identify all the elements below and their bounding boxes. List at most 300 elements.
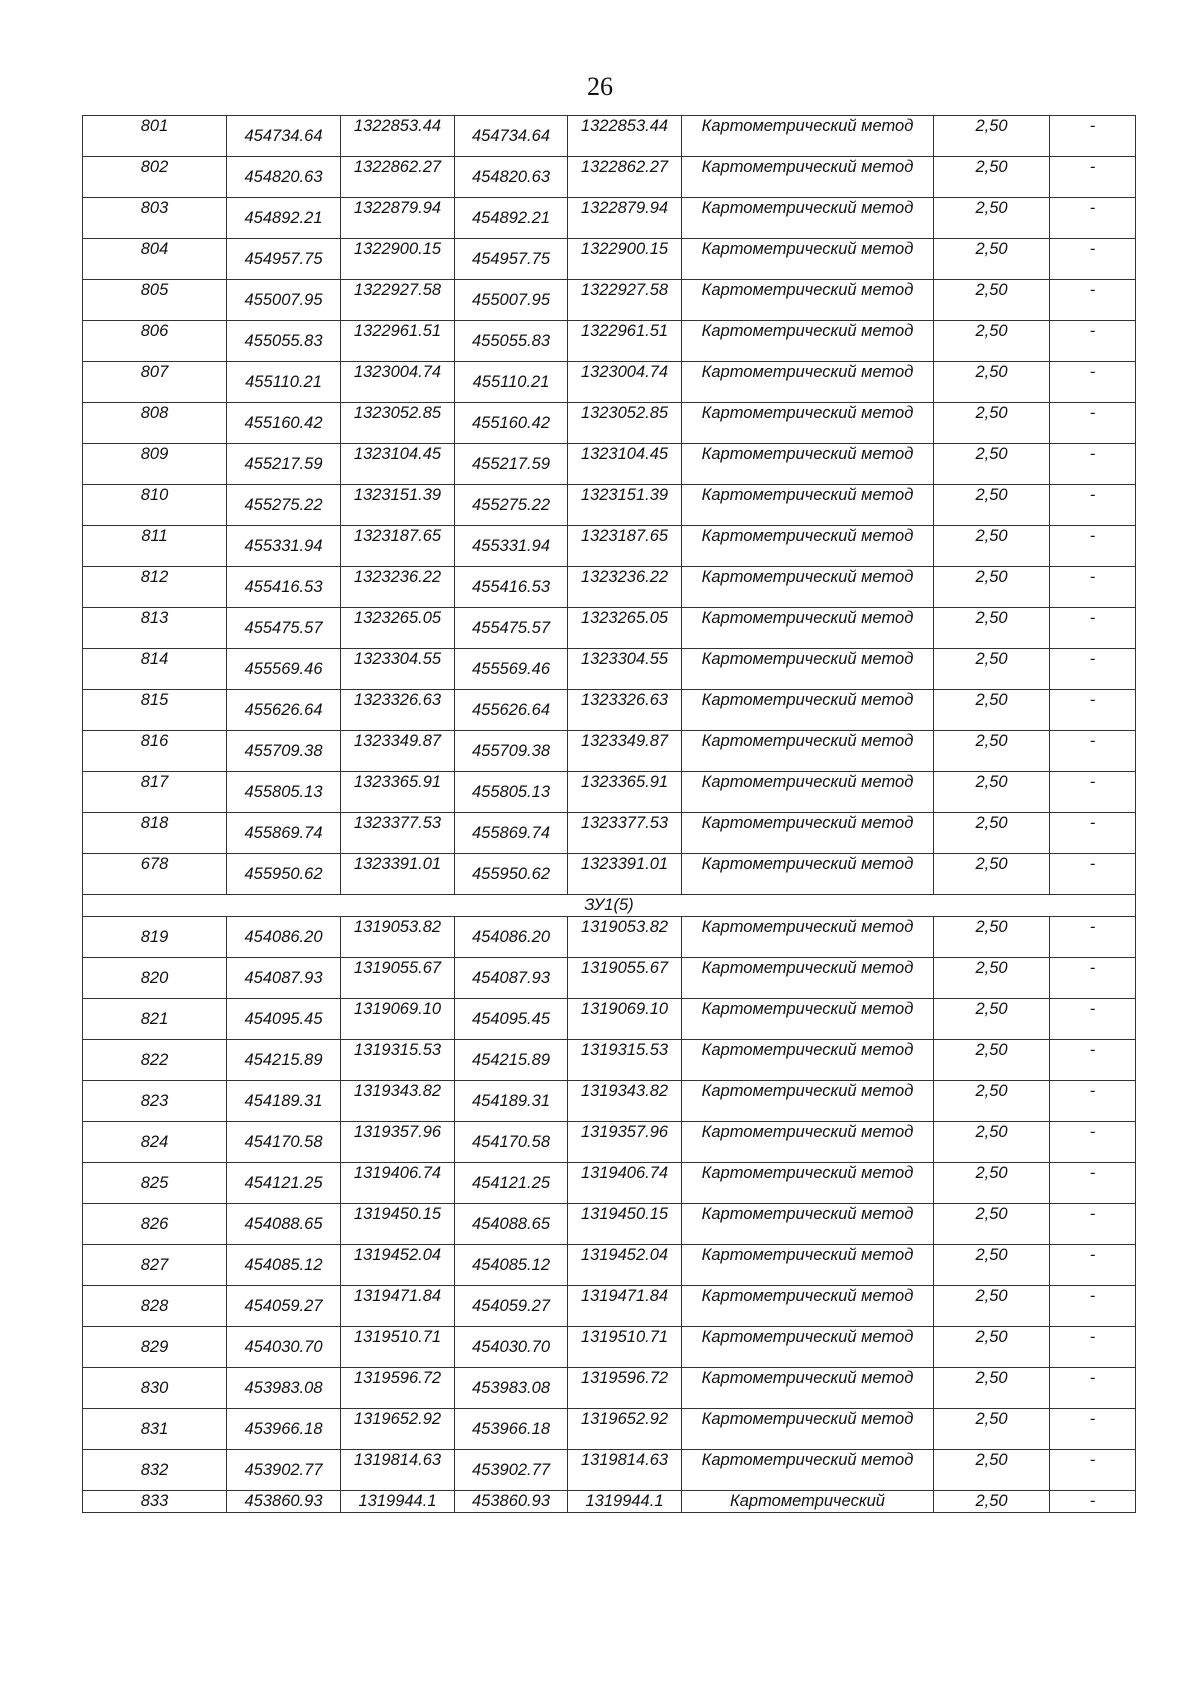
accuracy-cell: 2,50 — [934, 854, 1050, 895]
method-cell: Картометрический метод — [682, 999, 934, 1040]
dash-cell: - — [1050, 403, 1136, 444]
dash-cell: - — [1050, 917, 1136, 958]
y-coordinate: 1323304.55 — [341, 649, 455, 690]
x-coordinate-new: 453983.08 — [455, 1368, 568, 1409]
accuracy-cell: 2,50 — [934, 1368, 1050, 1409]
x-coordinate-new: 455110.21 — [455, 362, 568, 403]
y-coordinate-new: 1323265.05 — [568, 608, 682, 649]
accuracy-cell: 2,50 — [934, 690, 1050, 731]
point-number: 819 — [83, 917, 227, 958]
accuracy-cell: 2,50 — [934, 731, 1050, 772]
accuracy-cell: 2,50 — [934, 567, 1050, 608]
point-number: 804 — [83, 239, 227, 280]
x-coordinate: 453983.08 — [227, 1368, 341, 1409]
accuracy-cell: 2,50 — [934, 999, 1050, 1040]
table-row — [83, 198, 1136, 239]
y-coordinate-new: 1319652.92 — [568, 1409, 682, 1450]
point-number: 821 — [83, 999, 227, 1040]
y-coordinate: 1323236.22 — [341, 567, 455, 608]
accuracy-cell: 2,50 — [934, 403, 1050, 444]
dash-cell: - — [1050, 1450, 1136, 1491]
accuracy-cell: 2,50 — [934, 958, 1050, 999]
x-coordinate: 454957.75 — [227, 239, 341, 280]
table-row — [83, 917, 1136, 958]
point-number: 832 — [83, 1450, 227, 1491]
accuracy-cell: 2,50 — [934, 1286, 1050, 1327]
method-cell: Картометрический метод — [682, 485, 934, 526]
accuracy-cell: 2,50 — [934, 1409, 1050, 1450]
dash-cell: - — [1050, 157, 1136, 198]
table-row — [83, 444, 1136, 485]
dash-cell: - — [1050, 690, 1136, 731]
y-coordinate: 1319510.71 — [341, 1327, 455, 1368]
table-row — [83, 321, 1136, 362]
accuracy-cell: 2,50 — [934, 1491, 1050, 1513]
x-coordinate: 455217.59 — [227, 444, 341, 485]
dash-cell: - — [1050, 854, 1136, 895]
x-coordinate: 455160.42 — [227, 403, 341, 444]
y-coordinate-new: 1319471.84 — [568, 1286, 682, 1327]
method-cell: Картометрический метод — [682, 157, 934, 198]
table-row — [83, 362, 1136, 403]
method-cell: Картометрический метод — [682, 1204, 934, 1245]
method-cell: Картометрический метод — [682, 1245, 934, 1286]
section-title: ЗУ1(5) — [83, 895, 1136, 917]
y-coordinate-new: 1319053.82 — [568, 917, 682, 958]
method-cell: Картометрический метод — [682, 362, 934, 403]
method-cell: Картометрический метод — [682, 321, 934, 362]
x-coordinate: 455805.13 — [227, 772, 341, 813]
point-number: 825 — [83, 1163, 227, 1204]
x-coordinate: 455275.22 — [227, 485, 341, 526]
point-number: 816 — [83, 731, 227, 772]
point-number: 813 — [83, 608, 227, 649]
y-coordinate: 1322862.27 — [341, 157, 455, 198]
x-coordinate-new: 455416.53 — [455, 567, 568, 608]
table-row — [83, 999, 1136, 1040]
x-coordinate-new: 455275.22 — [455, 485, 568, 526]
x-coordinate-new: 455475.57 — [455, 608, 568, 649]
y-coordinate-new: 1323391.01 — [568, 854, 682, 895]
x-coordinate-new: 454820.63 — [455, 157, 568, 198]
y-coordinate-new: 1319944.1 — [568, 1491, 682, 1513]
accuracy-cell: 2,50 — [934, 362, 1050, 403]
method-cell: Картометрический метод — [682, 1368, 934, 1409]
method-cell: Картометрический метод — [682, 958, 934, 999]
point-number: 815 — [83, 690, 227, 731]
point-number: 678 — [83, 854, 227, 895]
method-cell: Картометрический метод — [682, 403, 934, 444]
x-coordinate-new: 455709.38 — [455, 731, 568, 772]
dash-cell: - — [1050, 1163, 1136, 1204]
y-coordinate: 1319814.63 — [341, 1450, 455, 1491]
method-cell: Картометрический метод — [682, 772, 934, 813]
point-number: 803 — [83, 198, 227, 239]
y-coordinate: 1319944.1 — [341, 1491, 455, 1513]
point-number: 807 — [83, 362, 227, 403]
y-coordinate: 1323187.65 — [341, 526, 455, 567]
y-coordinate: 1322879.94 — [341, 198, 455, 239]
y-coordinate: 1319406.74 — [341, 1163, 455, 1204]
point-number: 830 — [83, 1368, 227, 1409]
y-coordinate-new: 1323236.22 — [568, 567, 682, 608]
y-coordinate-new: 1319406.74 — [568, 1163, 682, 1204]
dash-cell: - — [1050, 567, 1136, 608]
method-cell: Картометрический метод — [682, 239, 934, 280]
y-coordinate: 1323265.05 — [341, 608, 455, 649]
table-row — [83, 731, 1136, 772]
x-coordinate-new: 454189.31 — [455, 1081, 568, 1122]
point-number: 831 — [83, 1409, 227, 1450]
y-coordinate: 1319053.82 — [341, 917, 455, 958]
x-coordinate: 455055.83 — [227, 321, 341, 362]
x-coordinate-new: 453902.77 — [455, 1450, 568, 1491]
x-coordinate-new: 454892.21 — [455, 198, 568, 239]
dash-cell: - — [1050, 813, 1136, 854]
y-coordinate-new: 1322900.15 — [568, 239, 682, 280]
x-coordinate: 455110.21 — [227, 362, 341, 403]
method-cell: Картометрический — [682, 1491, 934, 1513]
y-coordinate-new: 1319069.10 — [568, 999, 682, 1040]
table-row — [83, 608, 1136, 649]
y-coordinate-new: 1323304.55 — [568, 649, 682, 690]
dash-cell: - — [1050, 1040, 1136, 1081]
dash-cell: - — [1050, 198, 1136, 239]
y-coordinate: 1319452.04 — [341, 1245, 455, 1286]
x-coordinate: 453902.77 — [227, 1450, 341, 1491]
accuracy-cell: 2,50 — [934, 526, 1050, 567]
table-row — [83, 1368, 1136, 1409]
x-coordinate: 454734.64 — [227, 116, 341, 157]
point-number: 833 — [83, 1491, 227, 1513]
y-coordinate-new: 1322927.58 — [568, 280, 682, 321]
accuracy-cell: 2,50 — [934, 444, 1050, 485]
accuracy-cell: 2,50 — [934, 649, 1050, 690]
page-number: 26 — [587, 72, 613, 101]
y-coordinate-new: 1319452.04 — [568, 1245, 682, 1286]
dash-cell: - — [1050, 1286, 1136, 1327]
x-coordinate: 454095.45 — [227, 999, 341, 1040]
table-row — [83, 526, 1136, 567]
x-coordinate-new: 455055.83 — [455, 321, 568, 362]
x-coordinate: 454189.31 — [227, 1081, 341, 1122]
method-cell: Картометрический метод — [682, 608, 934, 649]
y-coordinate: 1319315.53 — [341, 1040, 455, 1081]
point-number: 827 — [83, 1245, 227, 1286]
dash-cell: - — [1050, 280, 1136, 321]
accuracy-cell: 2,50 — [934, 280, 1050, 321]
method-cell: Картометрический метод — [682, 813, 934, 854]
dash-cell: - — [1050, 362, 1136, 403]
x-coordinate-new: 454095.45 — [455, 999, 568, 1040]
point-number: 801 — [83, 116, 227, 157]
table-row — [83, 1409, 1136, 1450]
y-coordinate-new: 1323349.87 — [568, 731, 682, 772]
table-row — [83, 485, 1136, 526]
y-coordinate: 1323104.45 — [341, 444, 455, 485]
x-coordinate: 455475.57 — [227, 608, 341, 649]
dash-cell: - — [1050, 1368, 1136, 1409]
y-coordinate-new: 1323365.91 — [568, 772, 682, 813]
table-row — [83, 1491, 1136, 1513]
table-row — [83, 1081, 1136, 1122]
accuracy-cell: 2,50 — [934, 1204, 1050, 1245]
x-coordinate-new: 454059.27 — [455, 1286, 568, 1327]
x-coordinate-new: 453860.93 — [455, 1491, 568, 1513]
accuracy-cell: 2,50 — [934, 198, 1050, 239]
x-coordinate: 455709.38 — [227, 731, 341, 772]
accuracy-cell: 2,50 — [934, 1327, 1050, 1368]
x-coordinate: 455569.46 — [227, 649, 341, 690]
table-row — [83, 1327, 1136, 1368]
dash-cell: - — [1050, 1327, 1136, 1368]
method-cell: Картометрический метод — [682, 690, 934, 731]
table-row — [83, 649, 1136, 690]
table-row — [83, 403, 1136, 444]
dash-cell: - — [1050, 1204, 1136, 1245]
x-coordinate-new: 454030.70 — [455, 1327, 568, 1368]
method-cell: Картометрический метод — [682, 198, 934, 239]
method-cell: Картометрический метод — [682, 1409, 934, 1450]
table-row — [83, 157, 1136, 198]
point-number: 820 — [83, 958, 227, 999]
y-coordinate: 1319069.10 — [341, 999, 455, 1040]
y-coordinate: 1322853.44 — [341, 116, 455, 157]
y-coordinate: 1319055.67 — [341, 958, 455, 999]
method-cell: Картометрический метод — [682, 1040, 934, 1081]
dash-cell: - — [1050, 999, 1136, 1040]
x-coordinate-new: 454087.93 — [455, 958, 568, 999]
method-cell: Картометрический метод — [682, 1327, 934, 1368]
table-row — [83, 854, 1136, 895]
x-coordinate: 454030.70 — [227, 1327, 341, 1368]
y-coordinate-new: 1322961.51 — [568, 321, 682, 362]
table-row — [83, 1286, 1136, 1327]
x-coordinate: 453860.93 — [227, 1491, 341, 1513]
dash-cell: - — [1050, 485, 1136, 526]
dash-cell: - — [1050, 239, 1136, 280]
table-row — [83, 1450, 1136, 1491]
dash-cell: - — [1050, 1491, 1136, 1513]
method-cell: Картометрический метод — [682, 1081, 934, 1122]
x-coordinate-new: 455217.59 — [455, 444, 568, 485]
x-coordinate: 455950.62 — [227, 854, 341, 895]
x-coordinate-new: 454086.20 — [455, 917, 568, 958]
x-coordinate: 454088.65 — [227, 1204, 341, 1245]
dash-cell: - — [1050, 772, 1136, 813]
accuracy-cell: 2,50 — [934, 1122, 1050, 1163]
table-row — [83, 280, 1136, 321]
x-coordinate-new: 454085.12 — [455, 1245, 568, 1286]
x-coordinate: 454215.89 — [227, 1040, 341, 1081]
method-cell: Картометрический метод — [682, 1450, 934, 1491]
y-coordinate: 1322900.15 — [341, 239, 455, 280]
y-coordinate-new: 1323326.63 — [568, 690, 682, 731]
y-coordinate-new: 1319055.67 — [568, 958, 682, 999]
x-coordinate: 455869.74 — [227, 813, 341, 854]
x-coordinate-new: 455160.42 — [455, 403, 568, 444]
y-coordinate: 1323004.74 — [341, 362, 455, 403]
method-cell: Картометрический метод — [682, 731, 934, 772]
point-number: 828 — [83, 1286, 227, 1327]
dash-cell: - — [1050, 1409, 1136, 1450]
x-coordinate-new: 454170.58 — [455, 1122, 568, 1163]
x-coordinate-new: 454121.25 — [455, 1163, 568, 1204]
y-coordinate: 1322961.51 — [341, 321, 455, 362]
y-coordinate: 1319471.84 — [341, 1286, 455, 1327]
x-coordinate-new: 455626.64 — [455, 690, 568, 731]
accuracy-cell: 2,50 — [934, 772, 1050, 813]
x-coordinate: 454892.21 — [227, 198, 341, 239]
dash-cell: - — [1050, 731, 1136, 772]
x-coordinate: 455007.95 — [227, 280, 341, 321]
method-cell: Картометрический метод — [682, 1163, 934, 1204]
x-coordinate-new: 455569.46 — [455, 649, 568, 690]
y-coordinate-new: 1319814.63 — [568, 1450, 682, 1491]
dash-cell: - — [1050, 116, 1136, 157]
table-row — [83, 958, 1136, 999]
accuracy-cell: 2,50 — [934, 1245, 1050, 1286]
y-coordinate-new: 1322853.44 — [568, 116, 682, 157]
y-coordinate: 1319343.82 — [341, 1081, 455, 1122]
method-cell: Картометрический метод — [682, 1286, 934, 1327]
y-coordinate: 1323349.87 — [341, 731, 455, 772]
x-coordinate: 455331.94 — [227, 526, 341, 567]
method-cell: Картометрический метод — [682, 854, 934, 895]
table-row — [83, 1163, 1136, 1204]
x-coordinate: 453966.18 — [227, 1409, 341, 1450]
y-coordinate-new: 1319315.53 — [568, 1040, 682, 1081]
x-coordinate: 454170.58 — [227, 1122, 341, 1163]
x-coordinate-new: 453966.18 — [455, 1409, 568, 1450]
method-cell: Картометрический метод — [682, 444, 934, 485]
table-row — [83, 772, 1136, 813]
accuracy-cell: 2,50 — [934, 321, 1050, 362]
table-row — [83, 1040, 1136, 1081]
y-coordinate: 1319450.15 — [341, 1204, 455, 1245]
method-cell: Картометрический метод — [682, 1122, 934, 1163]
coordinates-table — [82, 115, 1136, 1513]
dash-cell: - — [1050, 608, 1136, 649]
table-row — [83, 813, 1136, 854]
point-number: 823 — [83, 1081, 227, 1122]
y-coordinate: 1323377.53 — [341, 813, 455, 854]
x-coordinate-new: 455007.95 — [455, 280, 568, 321]
point-number: 810 — [83, 485, 227, 526]
point-number: 811 — [83, 526, 227, 567]
accuracy-cell: 2,50 — [934, 157, 1050, 198]
y-coordinate-new: 1322862.27 — [568, 157, 682, 198]
x-coordinate: 454085.12 — [227, 1245, 341, 1286]
point-number: 826 — [83, 1204, 227, 1245]
table-row — [83, 1122, 1136, 1163]
y-coordinate: 1322927.58 — [341, 280, 455, 321]
y-coordinate: 1323391.01 — [341, 854, 455, 895]
x-coordinate: 454087.93 — [227, 958, 341, 999]
y-coordinate-new: 1319343.82 — [568, 1081, 682, 1122]
accuracy-cell: 2,50 — [934, 239, 1050, 280]
point-number: 817 — [83, 772, 227, 813]
point-number: 802 — [83, 157, 227, 198]
accuracy-cell: 2,50 — [934, 116, 1050, 157]
method-cell: Картометрический метод — [682, 567, 934, 608]
x-coordinate: 454820.63 — [227, 157, 341, 198]
point-number: 808 — [83, 403, 227, 444]
dash-cell: - — [1050, 444, 1136, 485]
dash-cell: - — [1050, 526, 1136, 567]
point-number: 824 — [83, 1122, 227, 1163]
method-cell: Картометрический метод — [682, 649, 934, 690]
accuracy-cell: 2,50 — [934, 1081, 1050, 1122]
y-coordinate-new: 1319357.96 — [568, 1122, 682, 1163]
table-row — [83, 690, 1136, 731]
dash-cell: - — [1050, 649, 1136, 690]
point-number: 822 — [83, 1040, 227, 1081]
y-coordinate-new: 1319510.71 — [568, 1327, 682, 1368]
x-coordinate: 455626.64 — [227, 690, 341, 731]
y-coordinate-new: 1323187.65 — [568, 526, 682, 567]
dash-cell: - — [1050, 958, 1136, 999]
table-row — [83, 116, 1136, 157]
method-cell: Картометрический метод — [682, 917, 934, 958]
point-number: 829 — [83, 1327, 227, 1368]
accuracy-cell: 2,50 — [934, 485, 1050, 526]
y-coordinate: 1323052.85 — [341, 403, 455, 444]
point-number: 812 — [83, 567, 227, 608]
x-coordinate-new: 454215.89 — [455, 1040, 568, 1081]
dash-cell: - — [1050, 1122, 1136, 1163]
point-number: 814 — [83, 649, 227, 690]
x-coordinate-new: 455869.74 — [455, 813, 568, 854]
dash-cell: - — [1050, 1081, 1136, 1122]
y-coordinate-new: 1323052.85 — [568, 403, 682, 444]
method-cell: Картометрический метод — [682, 526, 934, 567]
x-coordinate-new: 455331.94 — [455, 526, 568, 567]
accuracy-cell: 2,50 — [934, 1450, 1050, 1491]
x-coordinate-new: 454957.75 — [455, 239, 568, 280]
y-coordinate: 1319652.92 — [341, 1409, 455, 1450]
x-coordinate: 455416.53 — [227, 567, 341, 608]
y-coordinate: 1323326.63 — [341, 690, 455, 731]
accuracy-cell: 2,50 — [934, 1163, 1050, 1204]
y-coordinate: 1319596.72 — [341, 1368, 455, 1409]
y-coordinate-new: 1323104.45 — [568, 444, 682, 485]
x-coordinate: 454086.20 — [227, 917, 341, 958]
y-coordinate-new: 1323151.39 — [568, 485, 682, 526]
dash-cell: - — [1050, 1245, 1136, 1286]
x-coordinate-new: 455805.13 — [455, 772, 568, 813]
y-coordinate: 1323365.91 — [341, 772, 455, 813]
method-cell: Картометрический метод — [682, 116, 934, 157]
y-coordinate-new: 1323377.53 — [568, 813, 682, 854]
y-coordinate: 1319357.96 — [341, 1122, 455, 1163]
accuracy-cell: 2,50 — [934, 917, 1050, 958]
x-coordinate: 454121.25 — [227, 1163, 341, 1204]
y-coordinate-new: 1322879.94 — [568, 198, 682, 239]
point-number: 809 — [83, 444, 227, 485]
dash-cell: - — [1050, 321, 1136, 362]
x-coordinate-new: 455950.62 — [455, 854, 568, 895]
table-row — [83, 239, 1136, 280]
table-row — [83, 1204, 1136, 1245]
x-coordinate: 454059.27 — [227, 1286, 341, 1327]
table-row — [83, 567, 1136, 608]
accuracy-cell: 2,50 — [934, 608, 1050, 649]
x-coordinate-new: 454734.64 — [455, 116, 568, 157]
table-row — [83, 1245, 1136, 1286]
y-coordinate-new: 1323004.74 — [568, 362, 682, 403]
point-number: 806 — [83, 321, 227, 362]
